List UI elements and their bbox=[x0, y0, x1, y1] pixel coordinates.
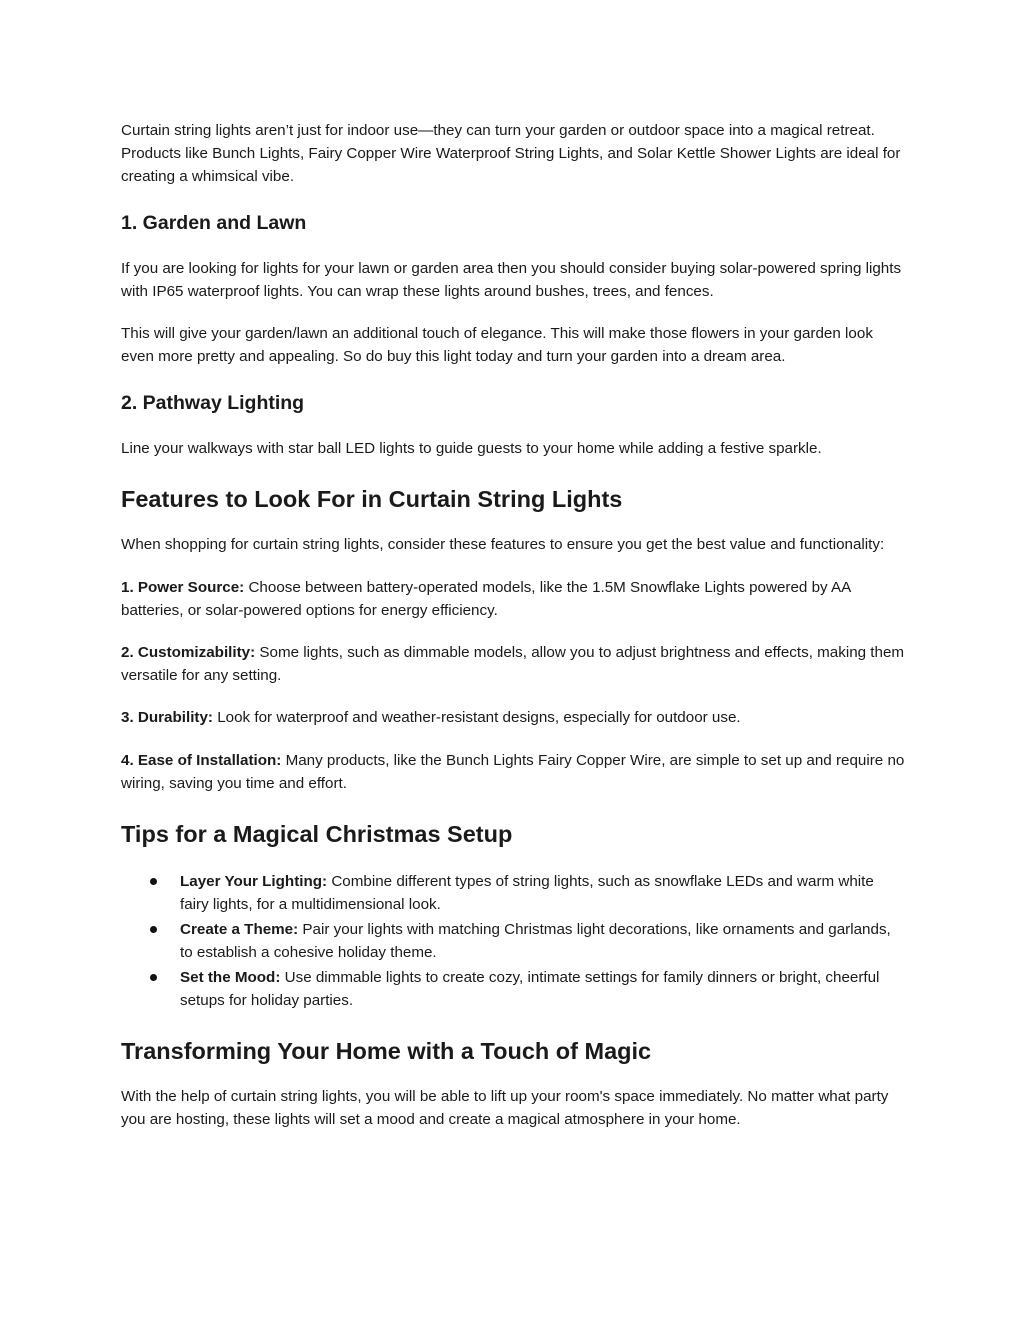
heading-features: Features to Look For in Curtain String Lights bbox=[121, 486, 623, 512]
feature-label: 2. Customizability: bbox=[121, 644, 256, 661]
feature-label: 4. Ease of Installation: bbox=[121, 752, 282, 769]
tip-label: Create a Theme: bbox=[180, 921, 299, 938]
list-item bbox=[121, 918, 905, 964]
feature-item-ease-of-installation bbox=[121, 749, 905, 795]
tip-label: Layer Your Lighting: bbox=[180, 873, 328, 890]
list-item bbox=[121, 870, 905, 916]
feature-item-power-source bbox=[121, 576, 905, 622]
pathway-paragraph: Line your walkways with star ball LED lights to guide guests to your home while adding a festive sparkle. bbox=[121, 440, 822, 457]
feature-label: 3. Durability: bbox=[121, 709, 213, 726]
tip-text: Pair your lights with matching Christmas light decorations, like ornaments and garlands, to establish a cohesive holiday theme. bbox=[180, 921, 891, 961]
heading-tips: Tips for a Magical Christmas Setup bbox=[121, 821, 513, 847]
tip-text: Use dimmable lights to create cozy, intimate settings for family dinners or bright, cheerful setups for holiday parties. bbox=[180, 969, 880, 1009]
feature-text: Some lights, such as dimmable models, allow you to adjust brightness and effects, making them versatile for any setting. bbox=[121, 644, 905, 684]
bullet-icon bbox=[150, 878, 157, 885]
document-page bbox=[121, 119, 905, 1131]
feature-text: Many products, like the Bunch Lights Fairy Copper Wire, are simple to set up and require no wiring, saving you time and effort. bbox=[121, 752, 905, 792]
tip-text: Combine different types of string lights, such as snowflake LEDs and warm white fairy lights, for a multidimensional look. bbox=[180, 873, 874, 913]
bullet-icon bbox=[150, 926, 157, 933]
garden-paragraph-1: If you are looking for lights for your lawn or garden area then you should consider buying solar-powered spring lights with IP65 waterproof lights. You can wrap these lights around bushes, trees, and fences. bbox=[121, 260, 902, 300]
intro-paragraph: Curtain string lights aren’t just for indoor use—they can turn your garden or outdoor space into a magical retreat. Products like Bunch Lights, Fairy Copper Wire Waterproof String Lights, and Solar Kettle Shower Lights are ideal for creating a whimsical vibe. bbox=[121, 122, 901, 185]
feature-text: Choose between battery-operated models, like the 1.5M Snowflake Lights powered by AA batteries, or solar-powered options for energy efficiency. bbox=[121, 579, 851, 619]
feature-label: 1. Power Source: bbox=[121, 579, 245, 596]
heading-garden-and-lawn: 1. Garden and Lawn bbox=[121, 212, 307, 234]
tip-label: Set the Mood: bbox=[180, 969, 281, 986]
heading-pathway-lighting: 2. Pathway Lighting bbox=[121, 392, 305, 414]
bullet-icon bbox=[150, 974, 157, 981]
tips-list bbox=[121, 870, 905, 1012]
feature-text: Look for waterproof and weather-resistant designs, especially for outdoor use. bbox=[213, 709, 741, 726]
transform-paragraph: With the help of curtain string lights, you will be able to lift up your room's space immediately. No matter what party you are hosting, these lights will set a mood and create a magical atmosphere in your home. bbox=[121, 1088, 889, 1128]
heading-transforming-home: Transforming Your Home with a Touch of Magic bbox=[121, 1038, 652, 1064]
garden-paragraph-2: This will give your garden/lawn an additional touch of elegance. This will make those flowers in your garden look even more pretty and appealing. So do buy this light today and turn your garden into a dream area. bbox=[121, 325, 873, 365]
list-item bbox=[121, 966, 905, 1012]
features-intro: When shopping for curtain string lights, consider these features to ensure you get the best value and functionality: bbox=[121, 536, 885, 553]
feature-item-customizability bbox=[121, 641, 905, 687]
feature-item-durability bbox=[121, 706, 905, 729]
